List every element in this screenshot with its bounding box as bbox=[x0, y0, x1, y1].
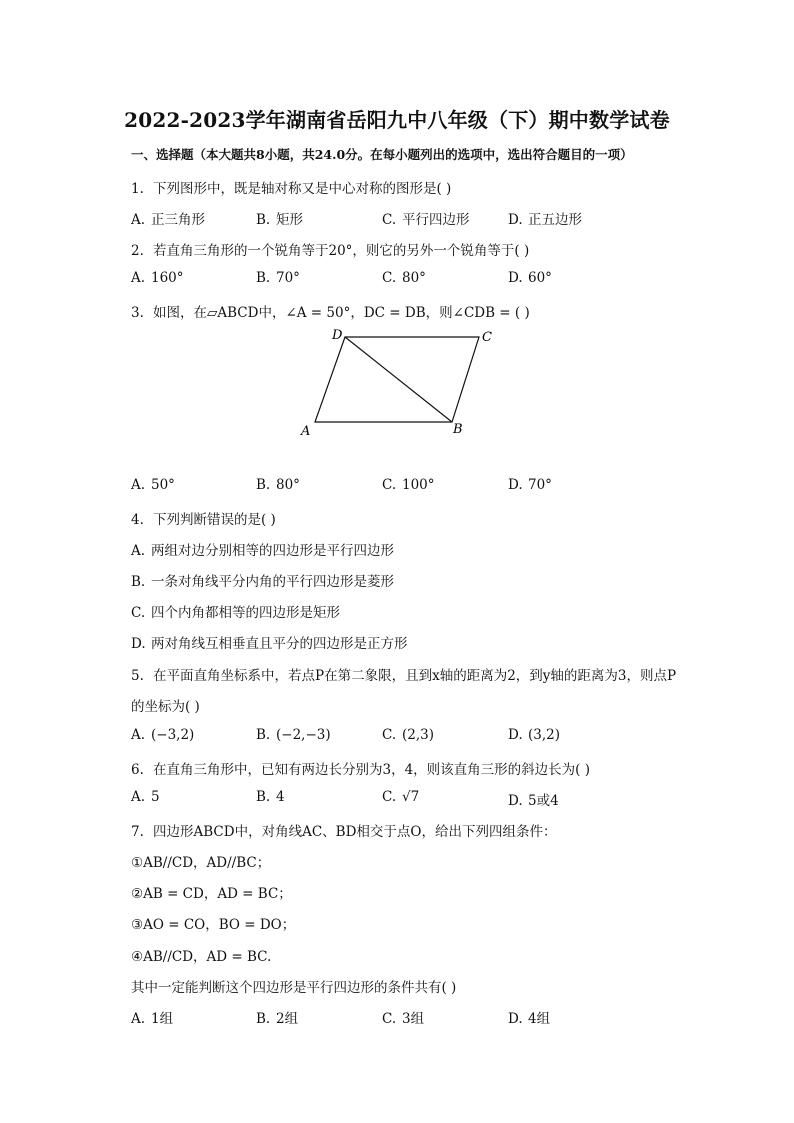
option-c[interactable]: C. √7 bbox=[382, 789, 420, 805]
question-number: 6. bbox=[131, 762, 144, 778]
question-7-options bbox=[131, 1007, 691, 1027]
option-d[interactable]: D. 正五边形 bbox=[508, 212, 582, 228]
option-c[interactable]: C. 四个内角都相等的四边形是矩形 bbox=[131, 605, 340, 621]
parallelogram-figure bbox=[296, 322, 506, 442]
option-a[interactable]: A. 160° bbox=[131, 270, 184, 286]
condition-3: ③AO = CO，BO = DO； bbox=[131, 917, 296, 933]
question-number: 4. bbox=[131, 512, 144, 528]
question-tail: 其中一定能判断这个四边形是平行四边形的条件共有( ) bbox=[131, 980, 457, 996]
diagonal-db bbox=[345, 337, 452, 422]
question-number: 1. bbox=[131, 181, 144, 197]
condition-4: ④AB//CD，AD = BC. bbox=[131, 949, 272, 965]
question-7 bbox=[131, 820, 556, 840]
option-b[interactable]: B. 一条对角线平分内角的平行四边形是菱形 bbox=[131, 574, 394, 590]
option-d[interactable]: D. 70° bbox=[508, 477, 552, 493]
option-a[interactable]: A. (−3,2) bbox=[131, 727, 195, 743]
option-c[interactable]: C. 100° bbox=[382, 477, 435, 493]
question-stem: 若直角三角形的一个锐角等于20°，则它的另外一个锐角等于( ) bbox=[153, 243, 530, 259]
option-b[interactable]: B. (−2,−3) bbox=[256, 727, 331, 743]
option-c[interactable]: C. 平行四边形 bbox=[382, 212, 470, 228]
option-c[interactable]: C. 3组 bbox=[382, 1011, 425, 1027]
option-b[interactable]: B. 矩形 bbox=[256, 212, 303, 228]
question-2 bbox=[131, 239, 529, 259]
vertex-label-a: A bbox=[301, 424, 311, 439]
question-stem: 在直角三角形中，已知有两边长分别为3，4，则该直角三形的斜边长为( ) bbox=[153, 762, 591, 778]
option-a[interactable]: A. 正三角形 bbox=[131, 212, 205, 228]
option-c[interactable]: C. (2,3) bbox=[382, 727, 435, 743]
option-a[interactable]: A. 50° bbox=[131, 477, 175, 493]
option-b[interactable]: B. 2组 bbox=[256, 1011, 299, 1027]
question-number: 3. bbox=[131, 305, 144, 321]
question-stem: 四边形ABCD中，对角线AC、BD相交于点O，给出下列四组条件： bbox=[153, 824, 557, 840]
question-stem-continued: 的坐标为( ) bbox=[131, 699, 200, 715]
vertex-label-b: B bbox=[453, 422, 463, 437]
question-number: 5. bbox=[131, 668, 144, 684]
parallelogram-abcd bbox=[315, 337, 479, 422]
question-stem: 下列判断错误的是( ) bbox=[153, 512, 276, 528]
question-3-options bbox=[131, 477, 691, 497]
option-b[interactable]: B. 80° bbox=[256, 477, 300, 493]
option-b[interactable]: B. 4 bbox=[256, 789, 285, 805]
option-a[interactable]: A. 两组对边分别相等的四边形是平行四边形 bbox=[131, 543, 394, 559]
question-5 bbox=[131, 664, 676, 684]
question-4 bbox=[131, 508, 276, 528]
condition-1: ①AB//CD，AD//BC； bbox=[131, 855, 271, 871]
question-1-options bbox=[131, 208, 691, 228]
condition-2: ②AB = CD，AD = BC； bbox=[131, 886, 292, 902]
question-2-options bbox=[131, 270, 691, 290]
option-d[interactable]: D. 5或4 bbox=[508, 793, 559, 809]
option-d[interactable]: D. (3,2) bbox=[508, 727, 561, 743]
question-6-options bbox=[131, 789, 691, 809]
question-1 bbox=[131, 177, 451, 197]
question-number: 2. bbox=[131, 243, 144, 259]
question-stem: 在平面直角坐标系中，若点P在第二象限，且到x轴的距离为2，到y轴的距离为3，则点P bbox=[153, 668, 677, 684]
option-a[interactable]: A. 5 bbox=[131, 789, 160, 805]
vertex-label-d: D bbox=[332, 328, 343, 343]
section-heading: 一、选择题（本大题共8小题，共24.0分。在每小题列出的选项中，选出符合题目的一项） bbox=[131, 147, 633, 162]
option-b[interactable]: B. 70° bbox=[256, 270, 300, 286]
vertex-label-c: C bbox=[482, 330, 492, 345]
option-d[interactable]: D. 两对角线互相垂直且平分的四边形是正方形 bbox=[131, 636, 408, 652]
question-stem: 下列图形中，既是轴对称又是中心对称的图形是( ) bbox=[153, 181, 452, 197]
option-c[interactable]: C. 80° bbox=[382, 270, 426, 286]
question-5-options bbox=[131, 727, 691, 747]
option-d[interactable]: D. 60° bbox=[508, 270, 552, 286]
question-number: 7. bbox=[131, 824, 144, 840]
question-3 bbox=[131, 301, 530, 321]
option-a[interactable]: A. 1组 bbox=[131, 1011, 174, 1027]
question-6 bbox=[131, 758, 590, 778]
question-stem: 如图，在▱ABCD中，∠A = 50°，DC = DB，则∠CDB = ( ) bbox=[153, 305, 530, 321]
exam-title: 2022-2023学年湖南省岳阳九中八年级（下）期中数学试卷 bbox=[124, 108, 670, 132]
option-d[interactable]: D. 4组 bbox=[508, 1011, 551, 1027]
